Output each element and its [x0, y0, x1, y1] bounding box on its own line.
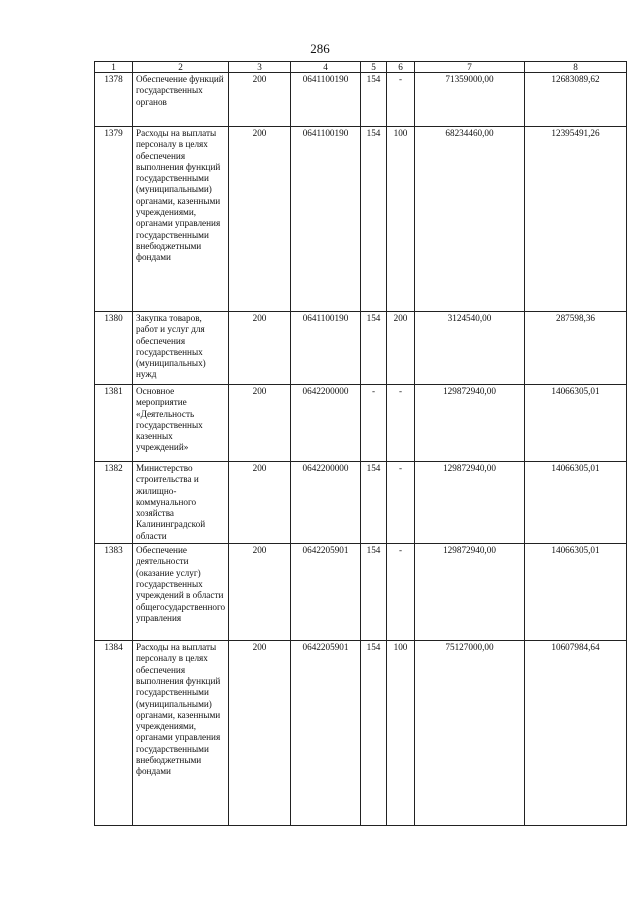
table-row: [95, 73, 627, 127]
page-number: 286: [310, 41, 330, 56]
row-id: 1381: [95, 385, 133, 462]
row-id: 1380: [95, 312, 133, 385]
table-row: [95, 641, 627, 826]
column-header: 7: [415, 62, 525, 73]
cell-col8: 10607984,64: [525, 641, 627, 826]
budget-table: [94, 61, 627, 826]
cell-col3: 200: [229, 73, 291, 127]
cell-col5: 154: [361, 462, 387, 544]
table-row: [95, 385, 627, 462]
row-id: 1378: [95, 73, 133, 127]
row-name: Обеспечение функций государственных органов: [133, 73, 229, 127]
header-row: [95, 62, 627, 73]
cell-col4: 0642200000: [291, 462, 361, 544]
column-header: 4: [291, 62, 361, 73]
cell-col4: 0641100190: [291, 127, 361, 312]
cell-col7: 71359000,00: [415, 73, 525, 127]
cell-col5: 154: [361, 641, 387, 826]
cell-col3: 200: [229, 385, 291, 462]
cell-col5: -: [361, 385, 387, 462]
row-name: Основное мероприятие «Деятельность государственных казенных учреждений»: [133, 385, 229, 462]
cell-col6: -: [387, 462, 415, 544]
cell-col4: 0641100190: [291, 73, 361, 127]
cell-col7: 3124540,00: [415, 312, 525, 385]
column-header: 5: [361, 62, 387, 73]
cell-col5: 154: [361, 127, 387, 312]
cell-col8: 287598,36: [525, 312, 627, 385]
row-id: 1382: [95, 462, 133, 544]
cell-col6: 100: [387, 127, 415, 312]
cell-col7: 75127000,00: [415, 641, 525, 826]
cell-col8: 14066305,01: [525, 462, 627, 544]
row-name: Расходы на выплаты персоналу в целях обеспечения выполнения функций государственными (муниципальными) органами, казенными учреждениями, органами управления государственными внебюджетными фондами: [133, 127, 229, 312]
row-id: 1384: [95, 641, 133, 826]
row-name: Закупка товаров, работ и услуг для обеспечения государственных (муниципальных) нужд: [133, 312, 229, 385]
table-row: [95, 312, 627, 385]
column-header: 1: [95, 62, 133, 73]
cell-col3: 200: [229, 462, 291, 544]
cell-col6: -: [387, 385, 415, 462]
cell-col4: 0642200000: [291, 385, 361, 462]
cell-col7: 68234460,00: [415, 127, 525, 312]
cell-col7: 129872940,00: [415, 544, 525, 641]
cell-col7: 129872940,00: [415, 462, 525, 544]
row-name: Обеспечение деятельности (оказание услуг) государственных учреждений в области общегосударственного управления: [133, 544, 229, 641]
cell-col4: 0642205901: [291, 544, 361, 641]
column-header: 6: [387, 62, 415, 73]
cell-col8: 12683089,62: [525, 73, 627, 127]
column-header: 3: [229, 62, 291, 73]
cell-col8: 14066305,01: [525, 385, 627, 462]
cell-col5: 154: [361, 544, 387, 641]
row-id: 1383: [95, 544, 133, 641]
column-header: 8: [525, 62, 627, 73]
table-row: [95, 544, 627, 641]
cell-col4: 0641100190: [291, 312, 361, 385]
cell-col8: 12395491,26: [525, 127, 627, 312]
row-id: 1379: [95, 127, 133, 312]
column-header: 2: [133, 62, 229, 73]
row-name: Расходы на выплаты персоналу в целях обеспечения выполнения функций государственными (муниципальными) органами, казенными учреждениями, органами управления государственными внебюджетными фондами: [133, 641, 229, 826]
cell-col5: 154: [361, 73, 387, 127]
cell-col3: 200: [229, 127, 291, 312]
cell-col3: 200: [229, 641, 291, 826]
cell-col6: -: [387, 73, 415, 127]
cell-col7: 129872940,00: [415, 385, 525, 462]
row-name: Министерство строительства и жилищно-коммунального хозяйства Калининградской области: [133, 462, 229, 544]
cell-col4: 0642205901: [291, 641, 361, 826]
cell-col3: 200: [229, 312, 291, 385]
table-row: [95, 127, 627, 312]
cell-col6: -: [387, 544, 415, 641]
cell-col6: 200: [387, 312, 415, 385]
cell-col5: 154: [361, 312, 387, 385]
table-row: [95, 462, 627, 544]
cell-col3: 200: [229, 544, 291, 641]
cell-col6: 100: [387, 641, 415, 826]
cell-col8: 14066305,01: [525, 544, 627, 641]
